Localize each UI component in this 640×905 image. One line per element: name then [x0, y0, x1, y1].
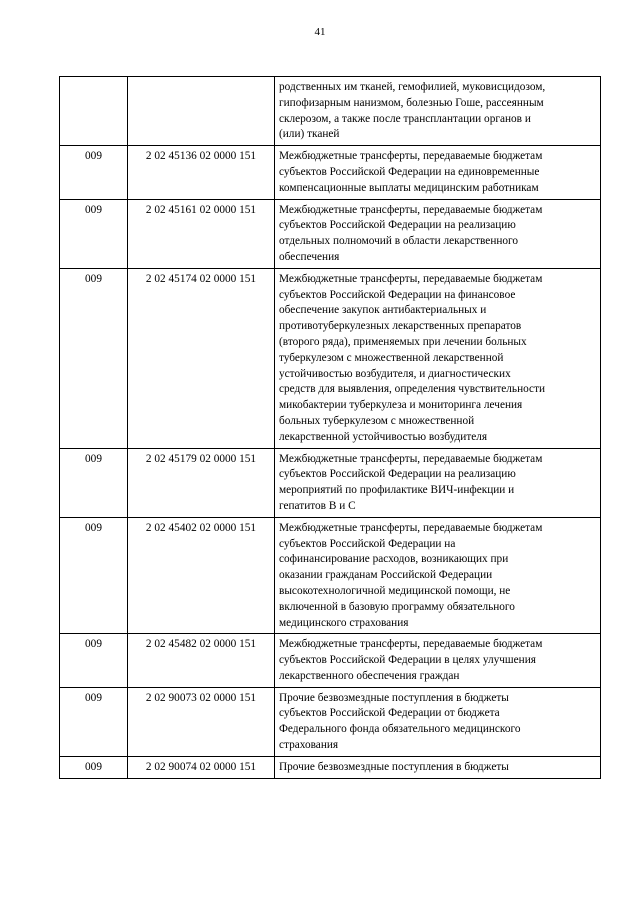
description-line: лекарственной устойчивостью возбудителя — [279, 430, 488, 443]
table-row — [60, 634, 601, 687]
revenue-code-cell: 2 02 45174 02 0000 151 — [128, 268, 275, 448]
description-line: отдельных полномочий в области лекарственного — [279, 235, 519, 248]
description-line: субъектов Российской Федерации на финансовое — [279, 288, 516, 301]
admin-code-cell: 009 — [60, 199, 128, 268]
revenue-code-cell: 2 02 45402 02 0000 151 — [128, 517, 275, 634]
admin-code-cell: 009 — [60, 634, 128, 687]
description-line: гипофизарным нанизмом, болезнью Гоше, рассеянным — [279, 96, 544, 109]
description-line: устойчивостью возбудителя, и диагностических — [279, 367, 511, 380]
admin-code-cell: 009 — [60, 268, 128, 448]
description-line: субъектов Российской Федерации на реализацию — [279, 468, 516, 481]
admin-code-cell — [60, 77, 128, 146]
table-row — [60, 687, 601, 756]
table-row — [60, 756, 601, 778]
revenue-code-cell — [128, 77, 275, 146]
revenue-description-cell — [275, 756, 601, 778]
description-line: Федерального фонда обязательного медицинского — [279, 723, 521, 736]
admin-code-cell: 009 — [60, 448, 128, 517]
description-line: склерозом, а также после трансплантации органов и — [279, 112, 531, 125]
revenue-code-cell: 2 02 45161 02 0000 151 — [128, 199, 275, 268]
description-line: высокотехнологичной медицинской помощи, не — [279, 584, 511, 597]
description-line: Прочие безвозмездные поступления в бюджеты — [279, 760, 509, 773]
revenue-description-cell — [275, 634, 601, 687]
table-row — [60, 268, 601, 448]
description-line: больных туберкулезом с множественной — [279, 414, 475, 427]
description-line: Межбюджетные трансферты, передаваемые бюджетам — [279, 203, 543, 216]
description-line: оказании гражданам Российской Федерации — [279, 569, 493, 582]
description-line: (второго ряда), применяемых при лечении больных — [279, 335, 527, 348]
description-line: субъектов Российской Федерации от бюджета — [279, 707, 500, 720]
page-number: 41 — [314, 26, 326, 38]
admin-code-cell: 009 — [60, 756, 128, 778]
revenue-code-cell: 2 02 90073 02 0000 151 — [128, 687, 275, 756]
table-row — [60, 199, 601, 268]
revenue-description-cell — [275, 199, 601, 268]
description-line: компенсационные выплаты медицинским работникам — [279, 181, 539, 194]
table-body — [60, 77, 601, 779]
description-line: медицинского страхования — [279, 616, 409, 629]
description-line: обеспечение закупок антибактериальных и — [279, 304, 487, 317]
table-row — [60, 448, 601, 517]
description-line: страхования — [279, 739, 339, 752]
description-line: Прочие безвозмездные поступления в бюджеты — [279, 691, 509, 704]
description-line: туберкулезом с множественной лекарственной — [279, 351, 504, 364]
revenue-description-cell — [275, 687, 601, 756]
description-line: обеспечения — [279, 250, 340, 263]
description-line: субъектов Российской Федерации на единовременные — [279, 165, 540, 178]
revenue-code-cell: 2 02 45136 02 0000 151 — [128, 146, 275, 199]
description-line: субъектов Российской Федерации в целях улучшения — [279, 654, 536, 667]
description-line: включенной в базовую программу обязательного — [279, 600, 515, 613]
description-line: Межбюджетные трансферты, передаваемые бюджетам — [279, 452, 543, 465]
description-line: софинансирование расходов, возникающих при — [279, 553, 509, 566]
revenue-description-cell — [275, 448, 601, 517]
revenue-code-cell: 2 02 90074 02 0000 151 — [128, 756, 275, 778]
description-line: Межбюджетные трансферты, передаваемые бюджетам — [279, 521, 543, 534]
admin-code-cell: 009 — [60, 146, 128, 199]
table-row — [60, 77, 601, 146]
description-line: (или) тканей — [279, 128, 340, 141]
revenue-description-cell — [275, 268, 601, 448]
description-line: Межбюджетные трансферты, передаваемые бюджетам — [279, 150, 543, 163]
description-line: гепатитов B и C — [279, 499, 356, 512]
table-row — [60, 146, 601, 199]
description-line: микобактерии туберкулеза и мониторинга лечения — [279, 399, 523, 412]
description-line: субъектов Российской Федерации на — [279, 537, 456, 550]
table-row — [60, 517, 601, 634]
revenue-description-cell — [275, 77, 601, 146]
description-line: родственных им тканей, гемофилией, муковисцидозом, — [279, 81, 546, 93]
budget-revenue-table — [59, 76, 601, 779]
revenue-code-cell: 2 02 45179 02 0000 151 — [128, 448, 275, 517]
description-line: лекарственного обеспечения граждан — [279, 669, 460, 682]
description-line: противотуберкулезных лекарственных препаратов — [279, 320, 522, 333]
description-line: средств для выявления, определения чувствительности — [279, 383, 546, 396]
description-line: Межбюджетные трансферты, передаваемые бюджетам — [279, 272, 543, 285]
admin-code-cell: 009 — [60, 687, 128, 756]
admin-code-cell: 009 — [60, 517, 128, 634]
revenue-description-cell — [275, 517, 601, 634]
description-line: мероприятий по профилактике ВИЧ-инфекции и — [279, 484, 515, 497]
description-line: Межбюджетные трансферты, передаваемые бюджетам — [279, 638, 543, 651]
description-line: субъектов Российской Федерации на реализацию — [279, 219, 516, 232]
revenue-code-cell: 2 02 45482 02 0000 151 — [128, 634, 275, 687]
revenue-description-cell — [275, 146, 601, 199]
